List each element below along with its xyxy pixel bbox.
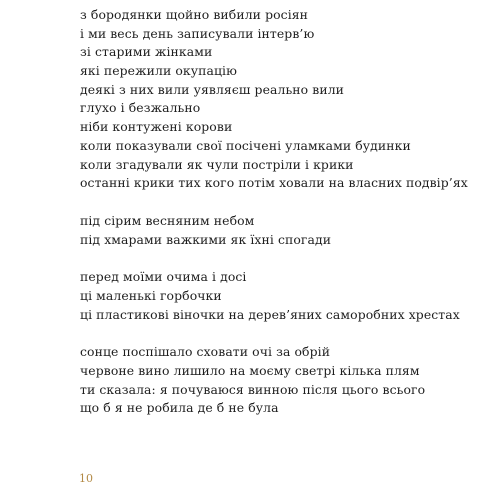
poem-line: коли показували свої посічені уламками будинки xyxy=(80,137,411,153)
poem-line: сонце поспішало сховати очі за обрій xyxy=(80,344,331,360)
poem-line: і ми весь день записували інтерв’ю xyxy=(80,25,315,41)
poem-line: червоне вино лишило на моєму светрі кілька плям xyxy=(80,363,420,378)
poem-line: глухо і безжально xyxy=(80,100,201,116)
stanza-1 xyxy=(80,6,490,193)
poem-line: які пережили окупацію xyxy=(80,63,238,79)
poem-line: ти сказала: я почуваюся винною після цього всього xyxy=(80,381,426,397)
poem-line: що б я не робила де б не була xyxy=(80,400,279,416)
poem-line: деякі з них вили уявляєш реально вили xyxy=(80,81,345,97)
poem-line: перед моїми очима і досі xyxy=(80,269,247,285)
poem-line: ніби контужені корови xyxy=(80,119,233,135)
poem-line: з бородянки щойно вибили росіян xyxy=(80,7,309,22)
stanza-break xyxy=(80,324,490,343)
poem-line: під хмарами важкими як їхні спогади xyxy=(80,231,332,247)
poem-line: ці маленькі горбочки xyxy=(80,287,222,303)
stanza-2 xyxy=(80,212,490,249)
stanza-break xyxy=(80,249,490,268)
page-number: 10 xyxy=(79,472,93,485)
stanza-break xyxy=(80,193,490,212)
poem-line: коли згадували як чули постріли і крики xyxy=(80,156,354,172)
poem-line: під сірим весняним небом xyxy=(80,212,255,228)
poem-line: останні крики тих кого потім ховали на власних подвір’ях xyxy=(80,175,468,191)
poem-line: ці пластикові віночки на дерев’яних саморобних хрестах xyxy=(80,306,460,322)
poem xyxy=(80,6,490,418)
stanza-4 xyxy=(80,343,490,418)
stanza-3 xyxy=(80,268,490,324)
poem-line: зі старими жінками xyxy=(80,44,213,60)
